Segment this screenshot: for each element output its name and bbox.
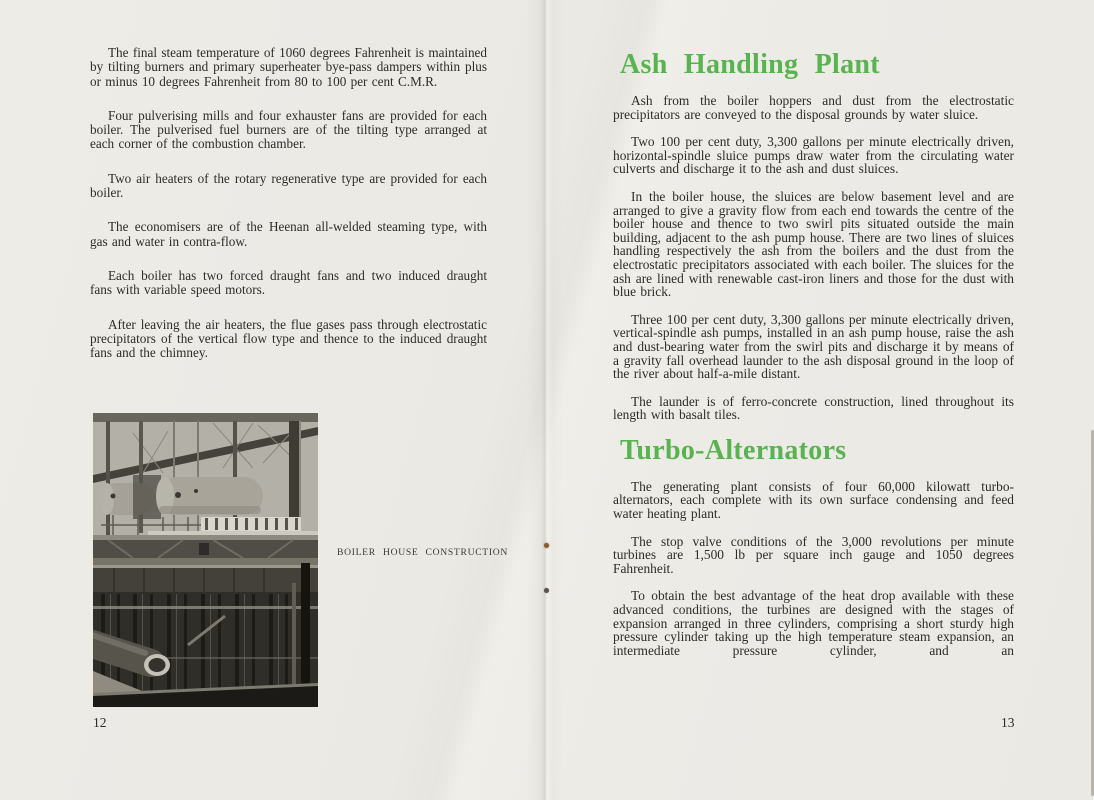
book-gutter [527, 0, 563, 800]
paragraph: Each boiler has two forced draught fans and two induced draught fans with variable speed motors. [90, 267, 487, 298]
paragraph: Four pulverising mills and four exhauster fans are provided for each boiler. The pulverised fuel burners are of the tilting type arranged at each corner of the combustion chamber. [90, 107, 487, 152]
boiler-house-photo-art [93, 413, 318, 707]
boiler-house-photo [93, 413, 318, 707]
paragraph: After leaving the air heaters, the flue gases pass through electrostatic precipitators of the vertical flow type and thence to the induced draught fans and the chimney. [90, 316, 487, 361]
right-page-text-column [613, 50, 1014, 671]
page-number-right: 13 [1001, 715, 1015, 730]
paragraph: Ash from the boiler hoppers and dust from the electrostatic precipitators are conveyed to the disposal grounds by water sluice. [613, 93, 1014, 122]
left-page-text-column [90, 46, 487, 380]
photo-caption: BOILER HOUSE CONSTRUCTION [337, 547, 509, 558]
paragraph: Three 100 per cent duty, 3,300 gallons per minute electrically driven, vertical-spindle ash pumps, installed in an ash pump house, raise the ash and dust-bearing water from the swirl pits and discharge it by means of a gravity fall overhead launder to the ash disposal ground in the loop of the river about half-a-mile distant. [613, 311, 1014, 382]
paragraph: Two 100 per cent duty, 3,300 gallons per minute electrically driven, horizontal-spindle sluice pumps draw water from the circulating water culverts and discharge it to the ash and dust sluices. [613, 134, 1014, 177]
section-heading-turbo-alternators: Turbo-Alternators [620, 434, 847, 466]
section-heading-ash-handling-plant: Ash Handling Plant [620, 49, 880, 80]
paragraph: The generating plant consists of four 60,000 kilowatt turbo-alternators, each complete with its own surface condensing and feed water heating plant. [613, 478, 1014, 522]
paragraph: The stop valve conditions of the 3,000 revolutions per minute turbines are 1,500 lb per square inch gauge and 1050 degrees Fahrenheit. [613, 533, 1014, 576]
paragraph: Two air heaters of the rotary regenerative type are provided for each boiler. [90, 170, 487, 201]
paragraph: To obtain the best advantage of the heat drop available with these advanced conditions, the turbines are designed with the stages of expansion arranged in three cylinders, comprising a short sturdy high pressure cylinder taking up the high temperature steam expansion, an intermediate pressure cylinder, and an [613, 588, 1014, 658]
paragraph: The final steam temperature of 1060 degrees Fahrenheit is maintained by tilting burners and primary superheater bye-pass dampers within plus or minus 10 degrees Fahrenheit from 80 to 100 per cent C.M.R. [90, 45, 487, 89]
staple-mark [544, 588, 549, 593]
paragraph: In the boiler house, the sluices are below basement level and are arranged to give a gravity flow from each end towards the centre of the boiler house and thence to two swirl pits situated outside the main building, adjacent to the ash pump house. There are two lines of sluices handling respectively the ash from the boilers and the dust from the electrostatic precipitators associated with each boiler. The sluices for the ash are lined with renewable cast-iron liners and those for the dust with blue brick. [613, 188, 1014, 300]
staple-mark [544, 543, 549, 548]
page-number-left: 12 [93, 715, 107, 730]
paragraph: The launder is of ferro-concrete construction, lined throughout its length with basalt tiles. [613, 393, 1014, 423]
paragraph: The economisers are of the Heenan all-welded steaming type, with gas and water in contra-flow. [90, 219, 487, 249]
